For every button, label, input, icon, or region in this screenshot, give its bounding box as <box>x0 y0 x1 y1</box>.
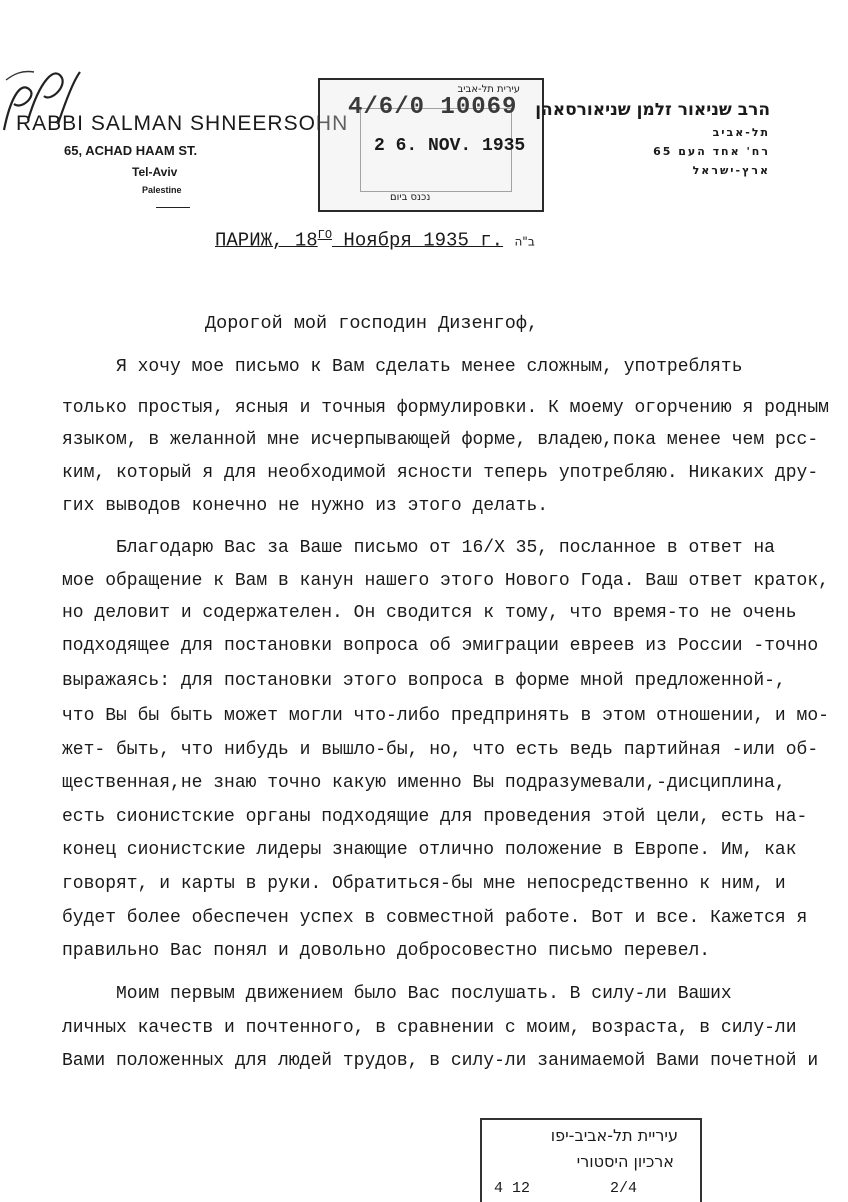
body-line: языком, в желанной мне исчерпывающей форме, владею,пока менее чем рсс- <box>62 430 819 450</box>
letterhead-country: Palestine <box>142 185 182 195</box>
hebrew-address: רח' אחד העם 65 <box>653 145 770 158</box>
archive-ref-2: 2/4 <box>610 1180 638 1197</box>
place-date-line <box>215 228 535 251</box>
body-line: Вами положенных для людей трудов, в силу-ли занимаемой Вами почетной и <box>62 1051 819 1071</box>
body-line: выражаясь: для постановки этого вопроса в форме мной предложенной-, <box>62 671 786 691</box>
body-line: есть сионистские органы подходящие для проведения этой цели, есть на- <box>62 807 808 827</box>
stamp-date: 2 6. NOV. 1935 <box>374 136 526 156</box>
place-date: ПАРИЖ, 18 <box>215 229 318 252</box>
body-line: только простыя, ясныя и точныя формулировки. К моему огорчению я родным <box>62 398 829 418</box>
body-line: Моим первым движением было Вас послушать. В силу-ли Ваших <box>62 984 732 1004</box>
archive-line-2: ארכיון היסטורי <box>576 1152 674 1171</box>
date-superscript: ГО <box>317 228 333 242</box>
body-line: личных качеств и почтенного, в сравнении с моим, возраста, в силу-ли <box>62 1018 797 1038</box>
body-line: щественная,не знаю точно какую именно Вы подразумевали,-дисциплина, <box>62 773 786 793</box>
body-line: гих выводов конечно не нужно из этого делать. <box>62 496 549 516</box>
body-line: что Вы бы быть может могли что-либо предпринять в этом отношении, и мо- <box>62 706 829 726</box>
bh-mark: ב"ה <box>514 234 535 249</box>
archive-ref-1: 4 12 <box>494 1180 531 1197</box>
body-line: правильно Вас понял и довольно добросовестно письмо перевел. <box>62 941 711 961</box>
stamp-registry-number: 10069 <box>440 94 518 121</box>
stamp-handwritten-ref: 4/6/0 <box>348 94 426 121</box>
hebrew-name: הרב שניאור זלמן שניאורסאהן <box>535 100 770 120</box>
letterhead-name: RABBI SALMAN SHNEERSOHN <box>16 112 349 135</box>
archive-line-1: עיריית תל-אביב-יפו <box>550 1126 678 1145</box>
body-line: мое обращение к Вам в канун нашего этого Нового Года. Ваш ответ краток, <box>62 571 829 591</box>
letterhead-rule <box>156 207 190 208</box>
body-line: Благодарю Вас за Ваше письмо от 16/Х 35, посланное в ответ на <box>62 538 775 558</box>
letterhead-address: 65, ACHAD HAAM ST. <box>64 143 198 158</box>
body-line: конец сионистские лидеры знающие отлично положение в Европе. Им, как <box>62 840 797 860</box>
letterhead-city: Tel-Aviv <box>132 165 178 179</box>
letterhead-right <box>535 100 770 177</box>
archive-stamp <box>480 1118 702 1202</box>
hebrew-city: תל-אביב <box>712 126 770 139</box>
body-line: подходящее для постановки вопроса об эмиграции евреев из России -точно <box>62 636 819 656</box>
stamp-header: עירית תל-אביב <box>457 84 520 95</box>
body-line: жет- быть, что нибудь и вышло-бы, но, что есть ведь партийная -или об- <box>62 740 819 760</box>
body-line: но деловит и содержателен. Он сводится к тому, что время-то не очень <box>62 603 797 623</box>
hebrew-country: ארץ-ישראל <box>692 164 770 177</box>
body-line: говорят, и карты в руки. Обратиться-бы мне непосредственно к ним, и <box>62 874 786 894</box>
body-line: Я хочу мое письмо к Вам сделать менее сложным, употреблять <box>62 357 743 377</box>
stamp-number <box>348 94 517 121</box>
date-rest: Ноября 1935 г. <box>332 229 504 252</box>
incoming-stamp <box>318 78 544 212</box>
body-line: ким, который я для необходимой ясности теперь употребляю. Никаких дру- <box>62 463 819 483</box>
salutation: Дорогой мой господин Дизенгоф, <box>205 313 539 334</box>
stamp-footer: נכנס ביום <box>390 192 431 203</box>
body-line: будет более обеспечен успех в совместной работе. Вот и все. Кажется я <box>62 908 808 928</box>
